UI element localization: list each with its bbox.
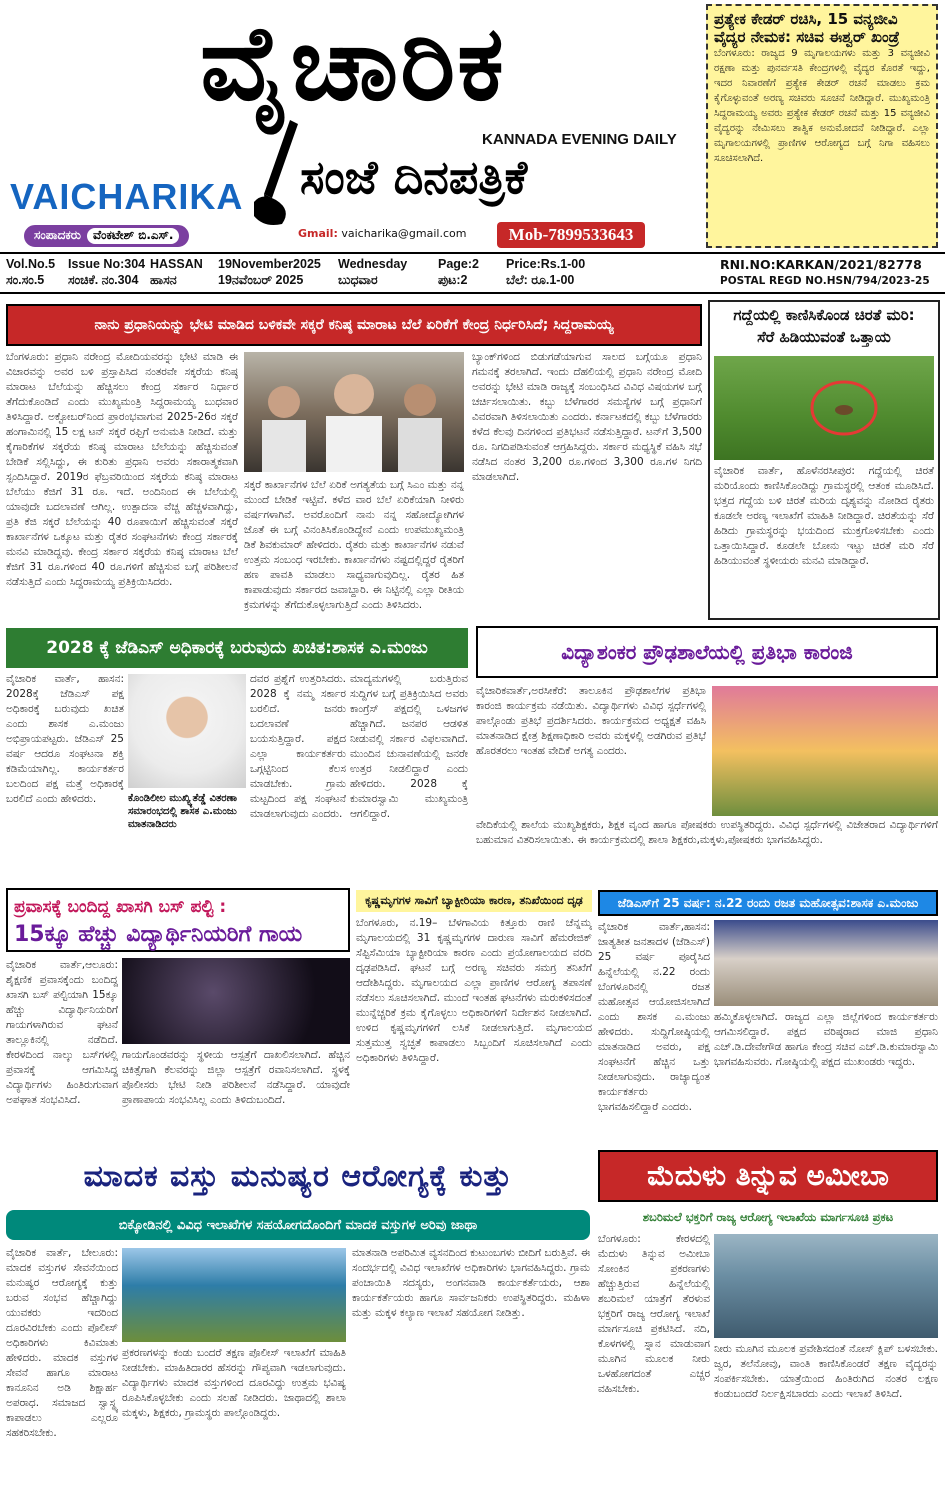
masthead-english-name: VAICHARIKA	[10, 176, 244, 217]
drug-subhead: ಬಿಕ್ಕೋಡಿನಲ್ಲಿ ವಿವಿಧ ಇಲಾಖೆಗಳ ಸಹಯೋಗದೊಂದಿಗೆ ಮಾದಕ ವಸ್ತುಗಳ ಅರಿವು ಜಾಥಾ	[6, 1210, 590, 1240]
editor-name: ವೆಂಕಟೇಶ್ ಬಿ.ಎಸ್.	[87, 228, 179, 244]
divider	[0, 252, 945, 254]
amoeba-headline: ಮೆದುಳು ತಿನ್ನುವ ಅಮೀಬಾ	[598, 1150, 938, 1202]
lead-col-1: ಬೆಂಗಳೂರು: ಪ್ರಧಾನಿ ನರೇಂದ್ರ ಮೋದಿಯವರನ್ನು ಭೇಟಿ ಮಾಡಿ ಈ ವಿಚಾರವನ್ನು ಅವರ ಬಳಿ ಪ್ರಸ್ತಾಪಿಸಿದ ನಂತರವೇ ಸಕ್ಕರೆಯ ಕನಿಷ್ಠ ಮಾರಾಟ ಬೆಲೆಯನ್ನು ಹೆಚ್ಚಿಸಲು ಕೇಂದ್ರ ಸರ್ಕಾರ ನಿರ್ಧಾರ ತೆಗೆದುಕೊಂಡಿದೆ ಎಂದು ಮುಖ್ಯಮಂತ್ರಿ ಸಿದ್ದರಾಮಯ್ಯ ಬುಧವಾರ ತಿಳಿಸಿದ್ದಾರೆ. ಅಕ್ಟೋಬರ್‌ನಿಂದ ಪ್ರಾರಂಭವಾಗುವ 2025-26ರ ಸಕ್ಕರೆ ಹಂಗಾಮಿನಲ್ಲಿ 15 ಲಕ್ಷ ಟನ್ ಸಕ್ಕರೆ ರಫ್ತಿಗೆ ಅನುಮತಿ ನೀಡಿದೆ. ಮತ್ತು ಕೈಗಾರಿಕೆಗಳ ಸಕ್ಕರೆಯ ಕನಿಷ್ಠ ಮಾರಾಟ ಬೆಲೆಯನ್ನು ಹೆಚ್ಚಿಸುವಂತೆ ಬೇಡಿಕೆ ಸಲ್ಲಿಸಿದ್ದು, ಈ ಕುರಿತು ಪ್ರಧಾನಿ ಅವರು ಸಕಾರಾತ್ಮಕವಾಗಿ ಸ್ಪಂದಿಸಿದ್ದಾರೆ. 2019ರ ಫೆಬ್ರವರಿಯಿಂದ ಸಕ್ಕರೆಯ ಕನಿಷ್ಠ ಮಾರಾಟ ಬೆಲೆಯು ಕೆಜಿಗೆ 31 ರೂ. ಇದೆ. ಅಂದಿನಿಂದ ಈ ಬೆಲೆಯಲ್ಲಿ ಯಾವುದೇ ಬದಲಾವಣೆ ಆಗಿಲ್ಲ. ಉತ್ಪಾದನಾ ವೆಚ್ಚ ಹೆಚ್ಚಳವಾಗಿದ್ದು, ಪ್ರತಿ ಕೆಜಿ ಸಕ್ಕರೆ ಬೆಲೆಯನ್ನು 40 ರೂಪಾಯಿಗೆ ಹೆಚ್ಚಿಸುವಂತೆ ಸಕ್ಕರೆ ಕಾರ್ಖಾನೆಗಳ ಒಕ್ಕೂಟ ಮತ್ತು ರೈತರ ಸಂಘಟನೆಗಳು ಕೇಂದ್ರ ಸರ್ಕಾರಕ್ಕೆ ಮನವಿ ಮಾಡಿದ್ದವು. ಕೇಂದ್ರ ಸರ್ಕಾರ ಸಕ್ಕರೆಯ ಕನಿಷ್ಠ ಮಾರಾಟ ಬೆಲೆ ಕೆಜಿಗೆ 31 ರೂ.ಗಳಿಂದ 40 ರೂ.ಗಳಿಗೆ ಹೆಚ್ಚಿಸುವ ಬಗ್ಗೆ ಪರಿಶೀಲನೆ ನಡೆಸುತ್ತಿದೆ ಎಂದು ಸಿದ್ದರಾಮಯ್ಯ ಪ್ರತಿಕ್ರಿಯಿಸಿದರು.	[6, 351, 238, 588]
leopard-headline	[712, 304, 936, 348]
school-photo	[712, 686, 938, 816]
bus-headline-2: 15ಕ್ಕೂ ಹೆಚ್ಚು ವಿದ್ಯಾರ್ಥಿನಿಯರಿಗೆ ಗಾಯ	[14, 922, 303, 947]
lead-headline: ನಾನು ಪ್ರಧಾನಿಯನ್ನು ಭೇಟಿ ಮಾಡಿದ ಬಳಿಕವೇ ಸಕ್ಕರೆ ಕನಿಷ್ಠ ಮಾರಾಟ ಬೆಲೆ ಏರಿಕೆಗೆ ಕೇಂದ್ರ ನಿರ್ಧರಿಸಿದೆ; ಸಿದ್ದರಾಮಯ್ಯ	[6, 304, 702, 346]
crowd-photo-icon	[244, 352, 464, 472]
lead-col-3: ಬ್ಯಾಂಕ್‌ಗಳಿಂದ ಬಿಡುಗಡೆಯಾಗುವ ಸಾಲದ ಬಗ್ಗೆಯೂ ಪ್ರಧಾನಿ ಗಮನಕ್ಕೆ ತರಲಾಗಿದೆ. ಇಂದು ದೆಹಲಿಯಲ್ಲಿ ಪ್ರಧಾನಿ ನರೇಂದ್ರ ಮೋದಿ ಅವರನ್ನು ಭೇಟಿ ಮಾಡಿ ರಾಜ್ಯಕ್ಕೆ ಸಂಬಂಧಿಸಿದ ವಿವಿಧ ವಿಷಯಗಳ ಬಗ್ಗೆ ಚರ್ಚಿಸಲಾಯಿತು. ಕಬ್ಬು ಬೆಳೆಗಾರರ ಸಮಸ್ಯೆಗಳ ಬಗ್ಗೆ ಪ್ರಧಾನಿಗೆ ವಿವರವಾಗಿ ತಿಳಿಸಲಾಯಿತು ಎಂದರು. ಕರ್ನಾಟಕದಲ್ಲಿ ಕಬ್ಬು ಬೆಳೆಗಾರರು ಕಳೆದ ಕೆಲವು ದಿನಗಳಿಂದ ಪ್ರತಿಭಟನೆ ನಡೆಸುತ್ತಿದ್ದಾರೆ. ಟನ್‌ಗೆ 3,500 ರೂ. ನಿಗದಿಪಡಿಸುವಂತೆ ಆಗ್ರಹಿಸಿದ್ದರು. ಸರ್ಕಾರ ಮಧ್ಯಸ್ಥಿಕೆ ವಹಿಸಿ ಸಭೆ ನಡೆಸಿದ ನಂತರ 3,200 ರೂ.ಗಳಿಂದ 3,300 ರೂ.ಗಳ ನಿಗದಿ ಮಾಡಲಾಗಿದೆ.	[472, 351, 702, 483]
issue-kn: ಸಂಚಿಕೆ. ನಂ.304	[68, 273, 139, 287]
top-right-news-box	[706, 4, 938, 248]
tagline-kannada: ಸಂಜೆ ದಿನಪತ್ರಿಕೆ	[300, 150, 528, 204]
school-headline: ವಿದ್ಯಾಶಂಕರ ಪ್ರೌಢಶಾಲೆಯಲ್ಲಿ ಪ್ರತಿಭಾ ಕಾರಂಜಿ	[476, 626, 938, 678]
drug-col-3: ಮಾತನಾಡಿ ಅಪರಿಮಿತ ವ್ಯಸನದಿಂದ ಕುಟುಂಬಗಳು ಬೀದಿಗೆ ಬರುತ್ತಿವೆ. ಈ ಸಂದರ್ಭದಲ್ಲಿ ವಿವಿಧ ಇಲಾಖೆಗಳ ಅಧಿಕಾರಿಗಳು ಭಾಗವಹಿಸಿದ್ದರು. ಗ್ರಾಮ ಪಂಚಾಯಿತಿ ಸದಸ್ಯರು, ಅಂಗನವಾಡಿ ಕಾರ್ಯಕರ್ತೆಯರು, ಆಶಾ ಕಾರ್ಯಕರ್ತೆಯರು ಹಾಗೂ ಸಾರ್ವಜನಿಕರು ಉಪಸ್ಥಿತರಿದ್ದರು. ಮಹಿಳಾ ಮತ್ತು ಮಕ್ಕಳ ಕಲ್ಯಾಣ ಇಲಾಖೆ ಸಹಯೋಗ ನೀಡಿತ್ತು.	[352, 1247, 590, 1319]
jds-col-3: ಮಾದ್ಯಮಗಳಲ್ಲಿ ಬರುತ್ತಿರುವ ಸುದ್ದಿಗಳ ಬಗ್ಗೆ ಪ್ರತಿಕ್ರಿಯಿಸಿದ ಅವರು ಕಾಂಗ್ರೆಸ್ ಪಕ್ಷದಲ್ಲಿ ಒಳಜಗಳ ಹೆಚ್ಚಾಗಿದೆ. ಜನಪರ ಆಡಳಿತ ನೀಡುವಲ್ಲಿ ಸರ್ಕಾರ ವಿಫಲವಾಗಿದೆ. ಮುಂದಿನ ಚುನಾವಣೆಯಲ್ಲಿ ಜನರೇ ಉತ್ತರ ನೀಡಲಿದ್ದಾರೆ ಎಂದು ಹೇಳಿದರು. 2028 ಕ್ಕೆ ಕುಮಾರಸ್ವಾಮಿ ಮುಖ್ಯಮಂತ್ರಿ ಆಗಲಿದ್ದಾರೆ.	[350, 673, 468, 820]
postal-reg: POSTAL REGD NO.HSN/794/2023-25	[720, 275, 930, 287]
vol-en: Vol.No.5	[6, 257, 56, 271]
amoeba-col-1: ಬೆಂಗಳೂರು: ಕೇರಳದಲ್ಲಿ ಮೆದುಳು ತಿನ್ನುವ ಅಮೀಬಾ ಸೋಂಕಿನ ಪ್ರಕರಣಗಳು ಹೆಚ್ಚುತ್ತಿರುವ ಹಿನ್ನೆಲೆಯಲ್ಲಿ ಶಬರಿಮಲೆ ಯಾತ್ರೆಗೆ ತೆರಳುವ ಭಕ್ತರಿಗೆ ರಾಜ್ಯ ಆರೋಗ್ಯ ಇಲಾಖೆ ಮಾರ್ಗಸೂಚಿ ಪ್ರಕಟಿಸಿದೆ. ನದಿ, ಕೊಳಗಳಲ್ಲಿ ಸ್ನಾನ ಮಾಡುವಾಗ ಮೂಗಿನ ಮೂಲಕ ನೀರು ಒಳಹೋಗದಂತೆ ಎಚ್ಚರ ವಹಿಸಬೇಕು.	[598, 1233, 710, 1395]
top-box-body: ಬೆಂಗಳೂರು: ರಾಜ್ಯದ 9 ಮೃಗಾಲಯಗಳು ಮತ್ತು 3 ವನ್ಯಜೀವಿ ರಕ್ಷಣಾ ಮತ್ತು ಪುನರ್ವಸತಿ ಕೇಂದ್ರಗಳಲ್ಲಿ ವೈದ್ಯರ ಕೊರತೆ ಇದ್ದು, ಇದರ ನಿವಾರಣೆಗೆ ಪ್ರತ್ಯೇಕ ಕೇಡರ್ ರಚನೆ ಮಾಡಲು ಕ್ರಮ ಕೈಗೊಳ್ಳುವಂತೆ ಅರಣ್ಯ ಸಚಿವರು ಸೂಚನೆ ನೀಡಿದ್ದಾರೆ. ಮುಖ್ಯಮಂತ್ರಿ ಸಿದ್ದರಾಮಯ್ಯ ಅವರು ಪ್ರತ್ಯೇಕ ಕೇಡರ್ ರಚನೆ ಮತ್ತು 15 ವನ್ಯಜೀವಿ ವೈದ್ಯರನ್ನು ನೇಮಿಸಲು ತಾತ್ವಿಕ ಅನುಮೋದನೆ ನೀಡಿದ್ದಾರೆ. ಎಲ್ಲಾ ಮೃಗಾಲಯಗಳಲ್ಲಿ ಪ್ರಾಣಿಗಳ ಆರೋಗ್ಯದ ಬಗ್ಗೆ ನಿಗಾ ವಹಿಸಲು ಸೂಚಿಸಲಾಗಿದೆ.	[714, 48, 930, 164]
info-bar	[6, 257, 706, 288]
rni-number: RNI.NO:KARKAN/2021/82778	[720, 257, 922, 272]
leopard-photo	[714, 356, 934, 460]
date-kn: 19ನವೆಂಬರ್ 2025	[218, 273, 304, 287]
jubilee-col-1: ವೈಚಾರಿಕ ವಾರ್ತೆ,ಹಾಸನ: ಜಾತ್ಯತೀತ ಜನತಾದಳ (ಜೆಡಿಎಸ್) 25 ವರ್ಷ ಪೂರೈಸಿದ ಹಿನ್ನೆಲೆಯಲ್ಲಿ ನ.22 ರಂದು ಬೆಂಗಳೂರಿನಲ್ಲಿ ರಜತ ಮಹೋತ್ಸವ ಆಯೋಜಿಸಲಾಗಿದೆ ಎಂದು ಶಾಸಕ ಎ.ಮಂಜು ಹೇಳಿದರು. ಸುದ್ದಿಗೋಷ್ಠಿಯಲ್ಲಿ ಮಾತನಾಡಿದ ಅವರು, ಪಕ್ಷ ಸಂಘಟನೆಗೆ ಹೆಚ್ಚಿನ ಒತ್ತು ನೀಡಲಾಗುವುದು. ರಾಜ್ಯಾದ್ಯಂತ ಕಾರ್ಯಕರ್ತರು ಭಾಗವಹಿಸಲಿದ್ದಾರೆ ಎಂದರು.	[598, 921, 710, 1113]
editor-label: ಸಂಪಾದಕರು	[34, 228, 81, 242]
deer-body: ಬೆಂಗಳೂರು, ನ.19– ಬೆಳಗಾವಿಯ ಕಿತ್ತೂರು ರಾಣಿ ಚೆನ್ನಮ್ಮ ಮೃಗಾಲಯದಲ್ಲಿ 31 ಕೃಷ್ಣಮೃಗಗಳ ದಾರುಣ ಸಾವಿಗೆ ಹೆಮರೇಜಿಕ್ ಸೆಪ್ಟಿಸೆಮಿಯಾ ಬ್ಯಾಕ್ಟೀರಿಯಾ ಕಾರಣ ಎಂದು ಪ್ರಯೋಗಾಲಯದ ವರದಿ ದೃಢಪಡಿಸಿದೆ. ಘಟನೆ ಬಗ್ಗೆ ಅರಣ್ಯ ಸಚಿವರು ಸಮಗ್ರ ತನಿಖೆಗೆ ಆದೇಶಿಸಿದ್ದರು. ಮೃಗಾಲಯದ ಎಲ್ಲಾ ಪ್ರಾಣಿಗಳ ಆರೋಗ್ಯ ತಪಾಸಣೆ ನಡೆಸಲು ಸೂಚಿಸಲಾಗಿದೆ. ಮುಂದೆ ಇಂತಹ ಘಟನೆಗಳು ಮರುಕಳಿಸದಂತೆ ಮುನ್ನೆಚ್ಚರಿಕೆ ಕ್ರಮ ಕೈಗೊಳ್ಳಲು ಅಧಿಕಾರಿಗಳಿಗೆ ನಿರ್ದೇಶನ ನೀಡಲಾಗಿದೆ. ಉಳಿದ ಕೃಷ್ಣಮೃಗಗಳಿಗೆ ಲಸಿಕೆ ನೀಡಲಾಗುತ್ತಿದೆ. ಮೃಗಾಲಯದ ಸುತ್ತಮುತ್ತ ಸ್ವಚ್ಛತೆ ಕಾಪಾಡಲು ಸಿಬ್ಬಂದಿಗೆ ಸೂಚಿಸಲಾಗಿದೆ ಎಂದು ಅಧಿಕಾರಿಗಳು ತಿಳಿಸಿದ್ದಾರೆ.	[356, 917, 592, 1064]
divider	[0, 292, 945, 294]
amoeba-photo	[714, 1234, 938, 1338]
place-kn: ಹಾಸನ	[150, 273, 177, 287]
drug-col-2: ಪ್ರಕರಣಗಳನ್ನು ಕಂಡು ಬಂದರೆ ತಕ್ಷಣ ಪೊಲೀಸ್ ಇಲಾಖೆಗೆ ಮಾಹಿತಿ ನೀಡಬೇಕು. ಮಾಹಿತಿದಾರರ ಹೆಸರನ್ನು ಗೌಪ್ಯವಾಗಿ ಇಡಲಾಗುವುದು. ವಿದ್ಯಾರ್ಥಿಗಳು ಮಾದಕ ವಸ್ತುಗಳಿಂದ ದೂರವಿದ್ದು ಉತ್ತಮ ಭವಿಷ್ಯ ರೂಪಿಸಿಕೊಳ್ಳಬೇಕು ಎಂದು ಸಲಹೆ ನೀಡಿದರು. ಜಾಥಾದಲ್ಲಿ ಶಾಲಾ ಮಕ್ಕಳು, ಶಿಕ್ಷಕರು, ಗ್ರಾಮಸ್ಥರು ಪಾಲ್ಗೊಂಡಿದ್ದರು.	[122, 1347, 346, 1419]
page-en: Page:2	[438, 257, 479, 271]
bus-headline	[6, 888, 350, 952]
leopard-headline-1: ಗದ್ದೆಯಲ್ಲಿ ಕಾಣಿಸಿಕೊಂಡ ಚಿರತೆ ಮರಿ:	[733, 306, 915, 324]
school-col-1: ವೈಚಾರಿಕವಾರ್ತೆ,ಅರಸೀಕೆರೆ: ತಾಲೂಕಿನ ಪ್ರೌಢಶಾಲೆಗಳ ಪ್ರತಿಭಾ ಕಾರಂಜಿ ಕಾರ್ಯಕ್ರಮ ನಡೆಯಿತು. ವಿದ್ಯಾರ್ಥಿಗಳು ವಿವಿಧ ಸ್ಪರ್ಧೆಗಳಲ್ಲಿ ಪಾಲ್ಗೊಂಡು ಪ್ರತಿಭೆ ಪ್ರದರ್ಶಿಸಿದರು. ಕಾರ್ಯಕ್ರಮದ ಅಧ್ಯಕ್ಷತೆ ವಹಿಸಿ ಮಾತನಾಡಿದ ಕ್ಷೇತ್ರ ಶಿಕ್ಷಣಾಧಿಕಾರಿ ಅವರು ಮಕ್ಕಳಲ್ಲಿ ಅಡಗಿರುವ ಪ್ರತಿಭೆ ಹೊರತರಲು ಇಂತಹ ವೇದಿಕೆ ಅಗತ್ಯ ಎಂದರು.	[476, 685, 706, 757]
drug-headline: ಮಾದಕ ವಸ್ತು ಮನುಷ್ಯರ ಆರೋಗ್ಯಕ್ಕೆ ಕುತ್ತು	[6, 1148, 590, 1206]
vol-kn: ಸಂ.ಸಂ.5	[6, 273, 45, 287]
drug-photo	[122, 1248, 346, 1342]
gmail-value[interactable]: vaicharika@gmail.com	[341, 227, 467, 240]
bus-col-2: ಗಾಯಗೊಂಡವರನ್ನು ಸ್ಥಳೀಯ ಆಸ್ಪತ್ರೆಗೆ ದಾಖಲಿಸಲಾಗಿದೆ. ಹೆಚ್ಚಿನ ಚಿಕಿತ್ಸೆಗಾಗಿ ಕೆಲವರನ್ನು ಜಿಲ್ಲಾ ಆಸ್ಪತ್ರೆಗೆ ರವಾನಿಸಲಾಗಿದೆ. ಸ್ಥಳಕ್ಕೆ ಪೊಲೀಸರು ಭೇಟಿ ನೀಡಿ ಪರಿಶೀಲನೆ ನಡೆಸಿದ್ದಾರೆ. ಯಾವುದೇ ಪ್ರಾಣಾಪಾಯ ಸಂಭವಿಸಿಲ್ಲ ಎಂದು ತಿಳಿದುಬಂದಿದೆ.	[122, 1049, 350, 1106]
lead-col-2: ಸಕ್ಕರೆ ಕಾರ್ಖಾನೆಗಳ ಬೆಲೆ ಏರಿಕೆ ಅಗತ್ಯತೆಯ ಬಗ್ಗೆ ಸಿಎಂ ಮತ್ತು ನನ್ನ ಮುಂದೆ ಬೇಡಿಕೆ ಇಟ್ಟಿವೆ. ಕಳೆದ ವಾರ ಬೆಲೆ ಏರಿಕೆಯಾಗಿ ನೀಳಿರು ವರ್ಷಗಳಾಗಿವೆ. ಅವರೊಂದಿಗೆ ನಾನು ನನ್ನ ಸಹೋದ್ಯೋಗಿಗಳ ಜೊತೆ ಈ ಬಗ್ಗೆ ವಿನಂತಿಸಿಕೊಂಡಿದ್ದೇನೆ ಎಂದು ಉಪಮುಖ್ಯಮಂತ್ರಿ ಡಿಕೆ ಶಿವಕುಮಾರ್ ಹೇಳಿದರು. ರೈತರು ಮತ್ತು ಕಾರ್ಖಾನೆಗಳ ನಡುವೆ ಉತ್ತಮ ಸಂಬಂಧ ಇರಬೇಕು. ಕಾರ್ಖಾನೆಗಳು ನಷ್ಟದಲ್ಲಿದ್ದರೆ ರೈತರಿಗೆ ಹಣ ಪಾವತಿ ಮಾಡಲು ಸಾಧ್ಯವಾಗುವುದಿಲ್ಲ. ರೈತರ ಹಿತ ಕಾಪಾಡುವುದು ಸರ್ಕಾರದ ಜವಾಬ್ದಾರಿ. ಈ ನಿಟ್ಟಿನಲ್ಲಿ ಎಲ್ಲಾ ರೀತಿಯ ಕ್ರಮಗಳನ್ನು ತೆಗೆದುಕೊಳ್ಳಲಾಗುತ್ತಿದೆ ಎಂದು ತಿಳಿಸಿದರು.	[244, 479, 464, 611]
day-kn: ಬುಧವಾರ	[338, 273, 378, 287]
price-kn: ಬೆಲೆ: ರೂ.1-00	[506, 273, 575, 287]
top-box-headline-2: ವೈದ್ಯರ ನೇಮಕ: ಸಚಿವ ಈಶ್ವರ್ ಖಂಡ್ರೆ	[714, 28, 900, 46]
place-en: HASSAN	[150, 257, 203, 271]
bus-col-1: ವೈಚಾರಿಕ ವಾರ್ತೆ,ಆಲೂರು: ಶೈಕ್ಷಣಿಕ ಪ್ರವಾಸಕ್ಕೆಂದು ಬಂದಿದ್ದ ಖಾಸಗಿ ಬಸ್ ಪಲ್ಟಿಯಾಗಿ 15ಕ್ಕೂ ಹೆಚ್ಚು ವಿದ್ಯಾರ್ಥಿನಿಯರಿಗೆ ಗಾಯಗಳಾಗಿರುವ ಘಟನೆ ತಾಲ್ಲೂಕಿನಲ್ಲಿ ನಡೆದಿದೆ. ಕೇರಳದಿಂದ ನಾಲ್ಕು ಬಸ್‌ಗಳಲ್ಲಿ ಪ್ರವಾಸಕ್ಕೆ ಆಗಮಿಸಿದ್ದ ವಿದ್ಯಾರ್ಥಿಗಳು ಹಿಂತಿರುಗುವಾಗ ಅಪಘಾತ ಸಂಭವಿಸಿದೆ.	[6, 959, 118, 1106]
mobile-number: Mob-7899533643	[497, 222, 645, 248]
price-en: Price:Rs.1-00	[506, 257, 586, 271]
jubilee-headline: ಜೆಡಿಎಸ್‌ಗೆ 25 ವರ್ಷ: ನ.22 ರಂದು ರಜತ ಮಹೋತ್ಸವ:ಶಾಸಕ ಎ.ಮಂಜು	[598, 890, 938, 916]
jds-headline: 2028 ಕ್ಕೆ ಜೆಡಿಎಸ್ ಅಧಿಕಾರಕ್ಕೆ ಬರುವುದು ಖಚಿತ:ಶಾಸಕ ಎ.ಮಂಜು	[6, 628, 468, 668]
leopard-headline-2: ಸೆರೆ ಹಿಡಿಯುವಂತೆ ಒತ್ತಾಯ	[757, 328, 891, 346]
top-box-headline-1: ಪ್ರತ್ಯೇಕ ಕೇಡರ್ ರಚಿಸಿ, 15 ವನ್ಯಜೀವಿ	[714, 10, 898, 28]
gmail-label: Gmail:	[298, 227, 338, 240]
issue-en: Issue No:304	[68, 257, 146, 271]
jds-caption: ಕೊಂಡಿಲೀಲ ಮುಖ್ಯ್ಯಿತೆಡ್ಡೆ ವಿತರಣಾ ಸಮಾರಂಭದಲ್ಲಿ ಶಾಸಕ ಎ.ಮಂಜು ಮಾತನಾಡಿದರು	[128, 793, 237, 830]
lead-photo	[244, 352, 464, 472]
amoeba-col-2: ನೀರು ಮೂಗಿನ ಮೂಲಕ ಪ್ರವೇಶಿಸದಂತೆ ನೋಸ್ ಕ್ಲಿಪ್ ಬಳಸಬೇಕು. ಜ್ವರ, ತಲೆನೋವು, ವಾಂತಿ ಕಾಣಿಸಿಕೊಂಡರೆ ತಕ್ಷಣ ವೈದ್ಯರನ್ನು ಸಂಪರ್ಕಿಸಬೇಕು. ಯಾತ್ರೆಯಿಂದ ಹಿಂತಿರುಗಿದ ನಂತರ ಲಕ್ಷಣ ಕಂಡುಬಂದರೆ ನಿರ್ಲಕ್ಷಿಸಬಾರದು ಎಂದು ಇಲಾಖೆ ತಿಳಿಸಿದೆ.	[714, 1343, 938, 1400]
day-en: Wednesday	[338, 257, 408, 271]
jds-col-1: ವೈಚಾರಿಕ ವಾರ್ತೆ, ಹಾಸನ: 2028ಕ್ಕೆ ಜೆಡಿಎಸ್ ಪಕ್ಷ ಅಧಿಕಾರಕ್ಕೆ ಬರುವುದು ಖಚಿತ ಎಂದು ಶಾಸಕ ಎ.ಮಂಜು ಅಭಿಪ್ರಾಯಪಟ್ಟರು. ಜೆಡಿಎಸ್ 25 ವರ್ಷ ಆದರೂ ಸಂಘಟನಾ ಶಕ್ತಿ ಕಡಿಮೆಯಾಗಿಲ್ಲ. ಕಾರ್ಯಕರ್ತರ ಬಲದಿಂದ ಪಕ್ಷ ಮತ್ತೆ ಅಧಿಕಾರಕ್ಕೆ ಬರಲಿದೆ ಎಂದು ಹೇಳಿದರು.	[6, 673, 124, 805]
deer-headline: ಕೃಷ್ಣಮೃಗಗಳ ಸಾವಿಗೆ ಬ್ಯಾಕ್ಟೀರಿಯಾ ಕಾರಣ, ತನಿಖೆಯಿಂದ ದೃಢ	[356, 890, 592, 912]
gmail-line	[298, 227, 466, 240]
school-col-2: ವೇದಿಕೆಯಲ್ಲಿ ಶಾಲೆಯ ಮುಖ್ಯಶಿಕ್ಷಕರು, ಶಿಕ್ಷಕ ವೃಂದ ಹಾಗೂ ಪೋಷಕರು ಉಪಸ್ಥಿತರಿದ್ದರು. ವಿವಿಧ ಸ್ಪರ್ಧೆಗಳಲ್ಲಿ ವಿಜೇತರಾದ ವಿದ್ಯಾರ್ಥಿಗಳಿಗೆ ಬಹುಮಾನ ವಿತರಿಸಲಾಯಿತು. ಈ ಕಾರ್ಯಕ್ರಮದಲ್ಲಿ ಶಾಲಾ ಶಿಕ್ಷಕರು,ಮಕ್ಕಳು,ಪೋಷಕರು ಭಾಗವಹಿಸಿದ್ದರು.	[476, 819, 938, 846]
leopard-body: ವೈಚಾರಿಕ ವಾರ್ತೆ, ಹೊಳೆನರಸೀಪುರ: ಗದ್ದೆಯಲ್ಲಿ ಚಿರತೆ ಮರಿಯೊಂದು ಕಾಣಿಸಿಕೊಂಡಿದ್ದು ಗ್ರಾಮಸ್ಥರಲ್ಲಿ ಆತಂಕ ಮೂಡಿಸಿದೆ. ಭತ್ತದ ಗದ್ದೆಯ ಬಳಿ ಚಿರತೆ ಮರಿಯ ದೃಶ್ಯವನ್ನು ನೋಡಿದ ರೈತರು ಕೂಡಲೇ ಅರಣ್ಯ ಇಲಾಖೆಗೆ ಮಾಹಿತಿ ನೀಡಿದ್ದಾರೆ. ಚಿರತೆಯನ್ನು ಸೆರೆ ಹಿಡಿದು ಗ್ರಾಮಸ್ಥರನ್ನು ಭಯದಿಂದ ಮುಕ್ತಗೊಳಿಸಬೇಕು ಎಂದು ಒತ್ತಾಯಿಸಿದ್ದಾರೆ. ಕೂಡಲೇ ಬೋನು ಇಟ್ಟು ಚಿರತೆ ಮರಿ ಸೆರೆ ಹಿಡಿಯುವಂತೆ ಸ್ಥಳೀಯರು ಮನವಿ ಮಾಡಿದ್ದಾರೆ.	[714, 465, 934, 567]
bus-headline-1: ಪ್ರವಾಸಕ್ಕೆ ಬಂದಿದ್ದ ಖಾಸಗಿ ಬಸ್ ಪಲ್ಟಿ :	[14, 897, 227, 917]
jds-photo	[128, 674, 246, 788]
bus-photo	[122, 958, 350, 1044]
jubilee-photo	[714, 920, 938, 1006]
page-kn: ಪುಟ:2	[438, 273, 468, 287]
tagline-english: KANNADA EVENING DAILY	[482, 131, 677, 148]
amoeba-subhead: ಶಬರಿಮಲೆ ಭಕ್ತರಿಗೆ ರಾಜ್ಯ ಆರೋಗ್ಯ ಇಲಾಖೆಯ ಮಾರ್ಗಸೂಚಿ ಪ್ರಕಟ	[642, 1210, 894, 1224]
jds-col-2: ದವರ ಪ್ರಶ್ನೆಗೆ ಉತ್ತರಿಸಿದರು. 2028 ಕ್ಕೆ ನಮ್ಮ ಸರ್ಕಾರ ಬರಲಿದೆ. ಜನರು ಬದಲಾವಣೆ ಬಯಸುತ್ತಿದ್ದಾರೆ. ಪಕ್ಷದ ಎಲ್ಲಾ ಕಾರ್ಯಕರ್ತರು ಒಗ್ಗಟ್ಟಿನಿಂದ ಕೆಲಸ ಮಾಡಬೇಕು. ಗ್ರಾಮ ಮಟ್ಟದಿಂದ ಪಕ್ಷ ಸಂಘಟನೆ ಮಾಡಲಾಗುವುದು ಎಂದರು.	[250, 673, 346, 820]
masthead-title: ವೈಚಾರಿಕ	[200, 1, 506, 124]
editor-badge	[24, 225, 189, 247]
jubilee-col-2: ಹಮ್ಮಿಕೊಳ್ಳಲಾಗಿದೆ. ರಾಜ್ಯದ ಎಲ್ಲಾ ಜಿಲ್ಲೆಗಳಿಂದ ಕಾರ್ಯಕರ್ತರು ಆಗಮಿಸಲಿದ್ದಾರೆ. ಪಕ್ಷದ ವರಿಷ್ಠರಾದ ಮಾಜಿ ಪ್ರಧಾನಿ ಎಚ್.ಡಿ.ದೇವೇಗೌಡ ಹಾಗೂ ಕೇಂದ್ರ ಸಚಿವ ಎಚ್.ಡಿ.ಕುಮಾರಸ್ವಾಮಿ ಭಾಗವಹಿಸುವರು. ಗೋಷ್ಠಿಯಲ್ಲಿ ಪಕ್ಷದ ಮುಖಂಡರು ಇದ್ದರು.	[714, 1011, 938, 1068]
pen-hand-icon	[252, 118, 302, 228]
drug-col-1: ವೈಚಾರಿಕ ವಾರ್ತೆ, ಬೇಲೂರು: ಮಾದಕ ವಸ್ತುಗಳ ಸೇವನೆಯಿಂದ ಮನುಷ್ಯರ ಆರೋಗ್ಯಕ್ಕೆ ಕುತ್ತು ಬರುವ ಸಂಭವ ಹೆಚ್ಚಾಗಿದ್ದು ಯುವಕರು ಇದರಿಂದ ದೂರವಿರಬೇಕು ಎಂದು ಪೊಲೀಸ್ ಅಧಿಕಾರಿಗಳು ಕಿವಿಮಾತು ಹೇಳಿದರು. ಮಾದಕ ವಸ್ತುಗಳ ಸೇವನೆ ಹಾಗೂ ಮಾರಾಟ ಕಾನೂನಿನ ಅಡಿ ಶಿಕ್ಷಾರ್ಹ ಅಪರಾಧ. ಸಮಾಜದ ಸ್ವಾಸ್ಥ್ಯ ಕಾಪಾಡಲು ಎಲ್ಲರೂ ಸಹಕರಿಸಬೇಕು.	[6, 1247, 118, 1439]
circled-leopard-icon	[714, 356, 934, 460]
date-en: 19November2025	[218, 257, 321, 271]
